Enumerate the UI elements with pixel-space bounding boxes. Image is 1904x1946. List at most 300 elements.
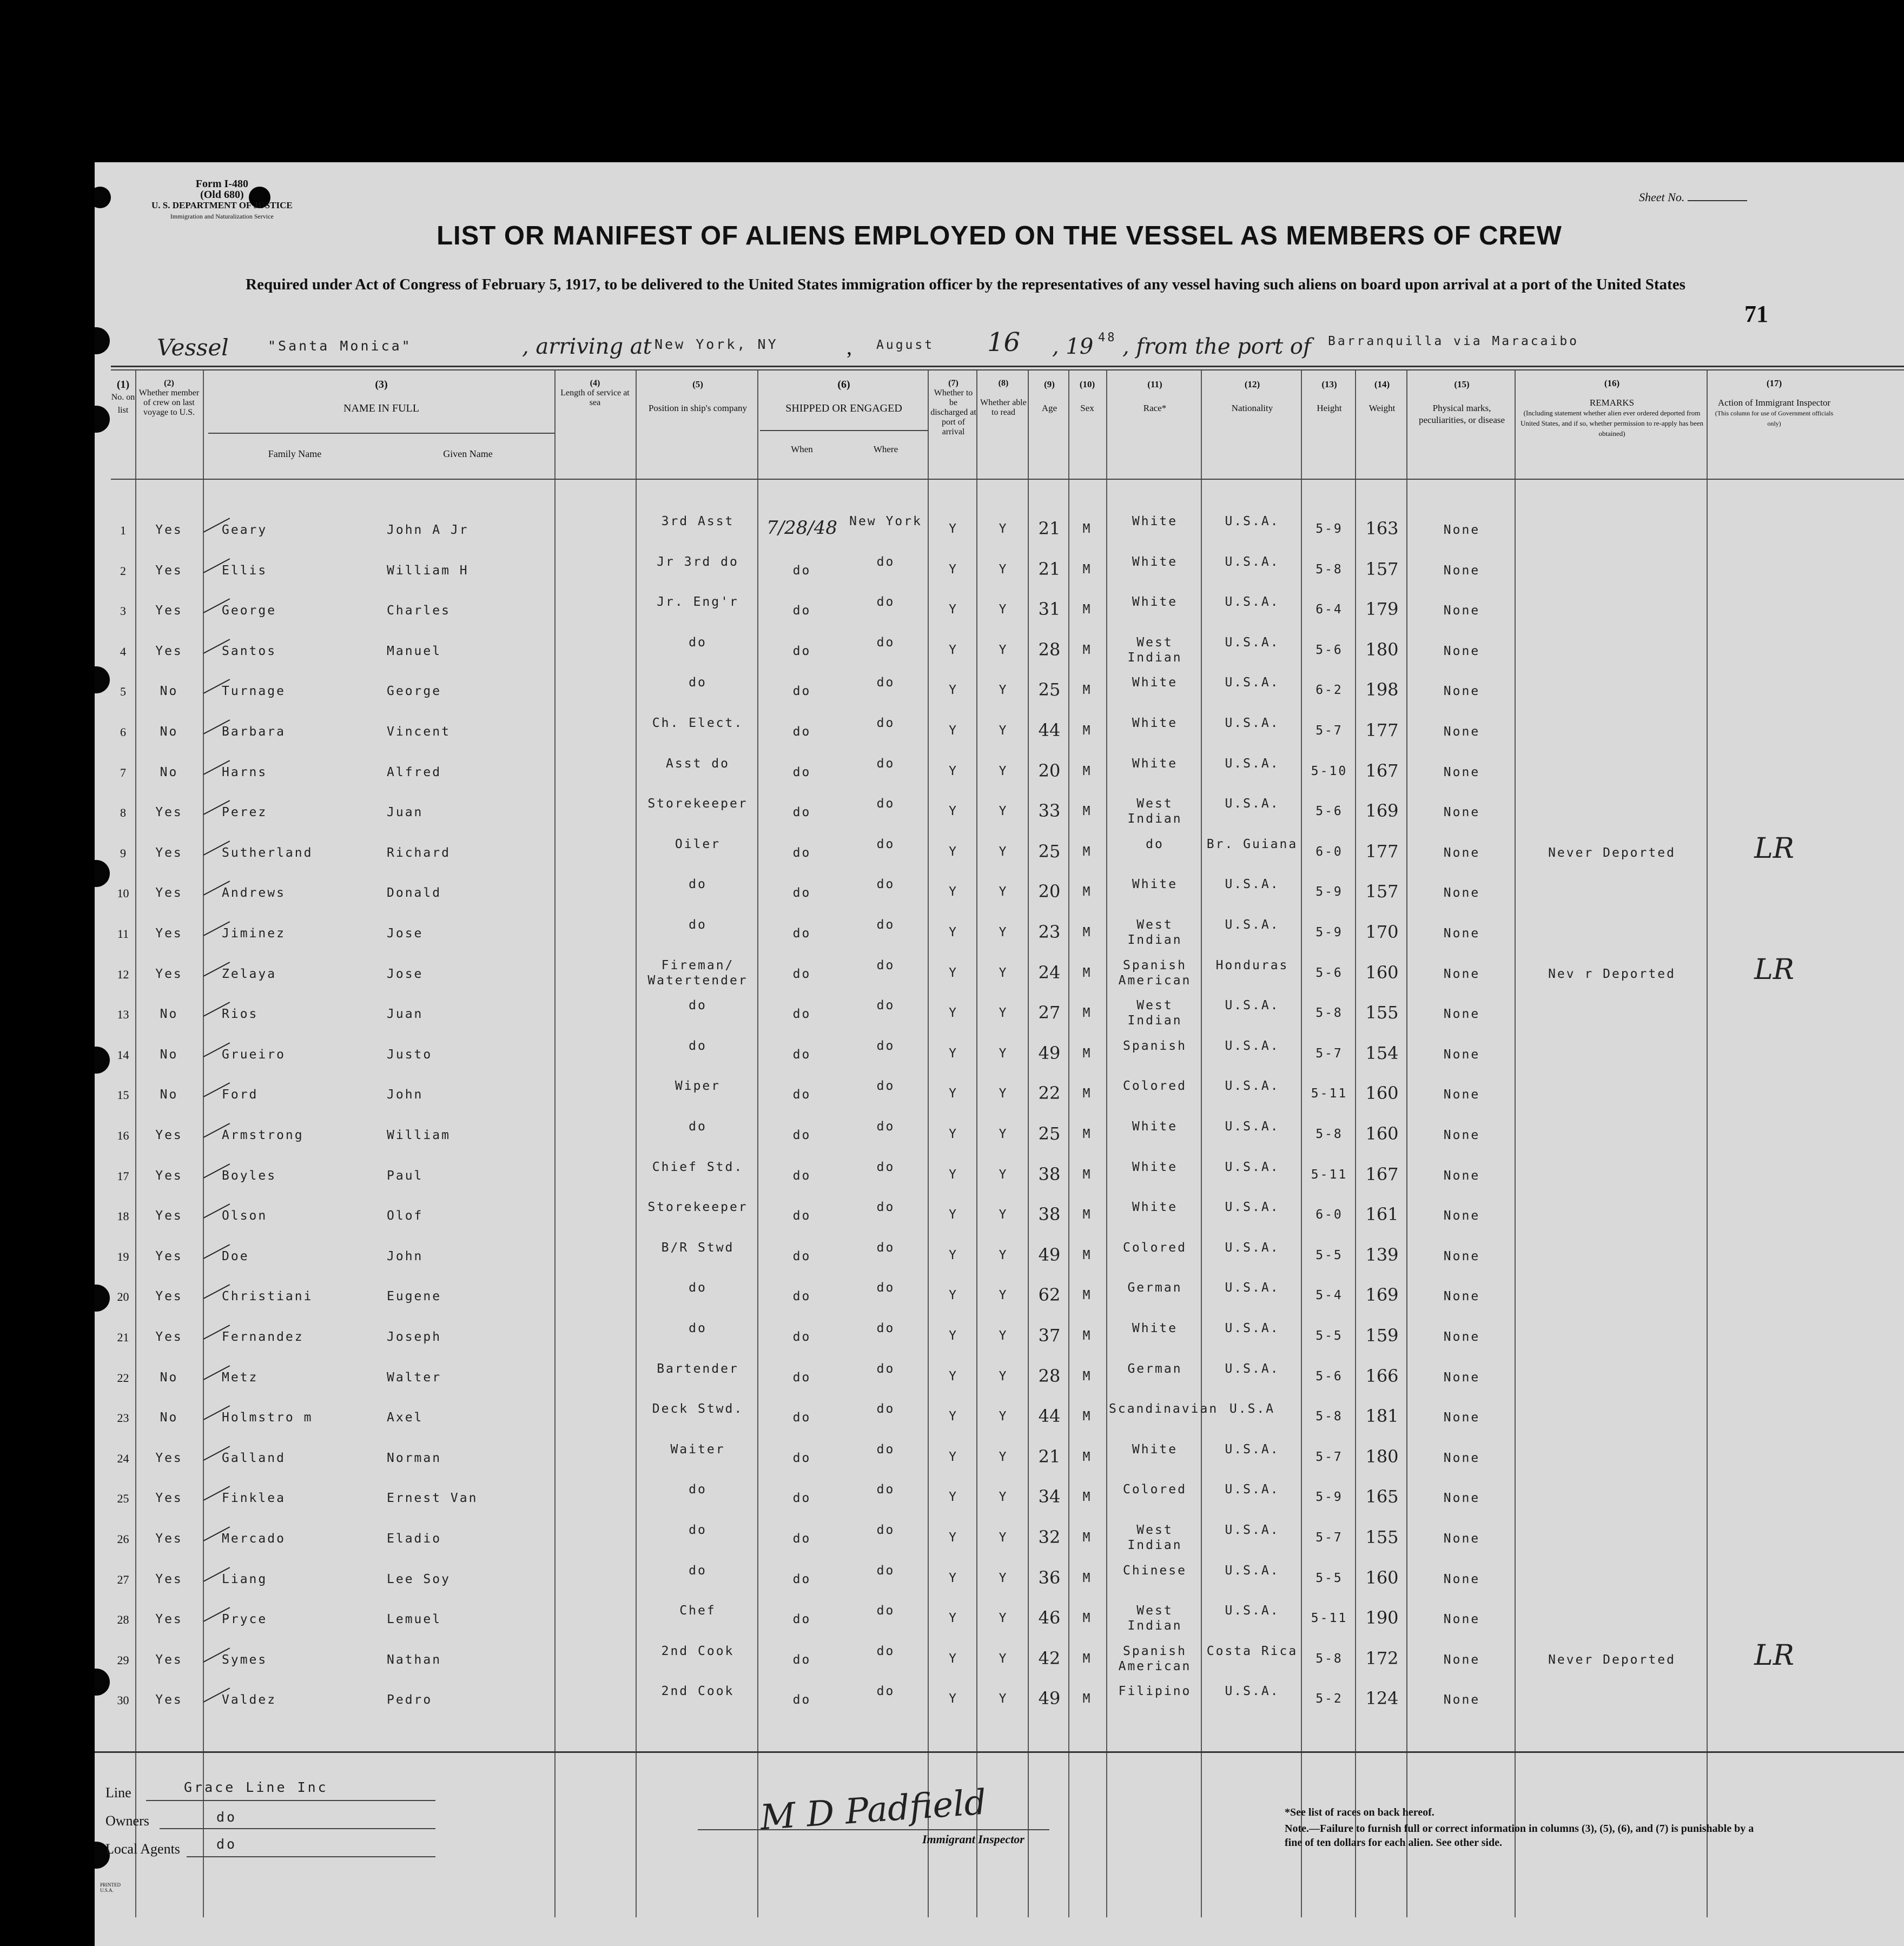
discharge-flag: Y <box>949 1288 958 1303</box>
sex: M <box>1082 522 1092 536</box>
row-number: 22 <box>117 1371 129 1385</box>
shipped-where: do <box>876 998 895 1013</box>
given-name-header: Given Name <box>443 448 493 459</box>
row-number: 29 <box>117 1653 129 1667</box>
position: Oiler <box>675 837 721 851</box>
physical-marks: None <box>1443 1168 1480 1183</box>
previous-voyage: Yes <box>155 563 183 578</box>
physical-marks: None <box>1443 1289 1480 1304</box>
nationality: U.S.A. <box>1225 1281 1280 1295</box>
punch-hole <box>95 406 110 433</box>
height: 5-7 <box>1315 1046 1343 1061</box>
age: 22 <box>1038 1083 1061 1104</box>
given-name: Richard <box>387 845 451 860</box>
shipped-when: do <box>792 926 811 941</box>
race: White <box>1132 1442 1178 1457</box>
discharge-flag: Y <box>949 562 958 577</box>
previous-voyage: Yes <box>155 1289 183 1304</box>
given-name: Jose <box>387 926 424 941</box>
weight: 160 <box>1365 1083 1399 1104</box>
previous-voyage: Yes <box>155 1168 183 1183</box>
height: 5-5 <box>1315 1248 1343 1262</box>
position: do <box>689 676 707 690</box>
previous-voyage: Yes <box>155 1330 183 1344</box>
year-prefix: , 19 <box>1052 334 1094 359</box>
read-flag: Y <box>999 1046 1008 1061</box>
family-name: Santos <box>222 644 277 658</box>
physical-marks: None <box>1443 1047 1480 1062</box>
row-number: 28 <box>117 1613 129 1627</box>
nationality: Costa Rica <box>1206 1644 1298 1658</box>
from-port: Barranquilla via Maracaibo <box>1328 334 1579 348</box>
col-6-header: (6) SHIPPED OR ENGAGED <box>785 379 902 414</box>
position: do <box>689 918 707 932</box>
physical-marks: None <box>1443 765 1480 779</box>
race: do <box>1146 837 1164 851</box>
col-8-header: (8) Whether able to read <box>980 379 1027 417</box>
shipped-when: do <box>792 1451 811 1465</box>
punch-hole <box>95 327 110 354</box>
table-row <box>95 953 1904 1003</box>
weight: 181 <box>1365 1406 1399 1427</box>
shipped-where: do <box>876 837 895 851</box>
discharge-flag: Y <box>949 885 958 899</box>
height: 5-10 <box>1311 764 1348 778</box>
row-number: 11 <box>117 927 129 941</box>
race: Filipino <box>1118 1684 1192 1699</box>
read-flag: Y <box>999 1369 1008 1384</box>
sex: M <box>1082 724 1092 738</box>
shipped-where: do <box>876 918 895 932</box>
shipped-where: New York <box>849 514 922 528</box>
read-flag: Y <box>999 844 1008 859</box>
previous-voyage: Yes <box>155 886 183 901</box>
nationality: U.S.A. <box>1225 554 1280 569</box>
nationality: U.S.A. <box>1225 716 1280 730</box>
read-flag: Y <box>999 1531 1008 1545</box>
discharge-flag: Y <box>949 683 958 698</box>
sheet-number-label <box>1639 190 1747 204</box>
agents-label: Local Agents <box>105 1841 180 1857</box>
weight: 160 <box>1365 962 1399 983</box>
age: 21 <box>1038 558 1061 579</box>
age: 28 <box>1038 1365 1061 1386</box>
height: 5-7 <box>1315 1449 1343 1464</box>
family-name: Turnage <box>222 684 286 699</box>
table-row <box>95 1563 1904 1609</box>
position: Jr 3rd do <box>657 554 739 569</box>
nationality: U.S.A. <box>1225 1482 1280 1497</box>
given-name: Lemuel <box>387 1612 442 1627</box>
height: 5-5 <box>1315 1571 1343 1585</box>
form-number: Form I-480 <box>195 178 248 190</box>
shipped-where: do <box>876 1120 895 1134</box>
position: Fireman/ Watertender <box>647 958 748 988</box>
col-15-header: (15) Physical marks, peculiarities, or disease <box>1418 379 1505 425</box>
shipped-when: do <box>792 1088 811 1102</box>
shipped-where: do <box>876 1079 895 1094</box>
page-subtitle: Required under Act of Congress of February 5, 1917, to be delivered to the United States immigration officer by the representatives of any vessel having such aliens on board upon arrival at a port of the United States <box>246 276 1685 293</box>
line-label: Line <box>105 1785 131 1801</box>
position: Ch. Elect. <box>652 716 744 730</box>
family-name: Mercado <box>222 1532 286 1546</box>
row-number: 1 <box>120 524 126 537</box>
col-10-header: (10) Sex <box>1079 379 1095 413</box>
weight: 157 <box>1365 881 1399 902</box>
nationality: U.S.A. <box>1225 514 1280 528</box>
given-name: Donald <box>387 886 442 901</box>
table-row <box>95 1321 1904 1366</box>
position: Chief Std. <box>652 1160 744 1174</box>
shipped-where: do <box>876 1684 895 1699</box>
shipped-where: do <box>876 1281 895 1295</box>
physical-marks: None <box>1443 845 1480 860</box>
given-name: Manuel <box>387 644 442 658</box>
position: do <box>689 1281 707 1295</box>
shipped-when: do <box>792 1411 811 1425</box>
family-name: Holmstro m <box>222 1411 313 1425</box>
discharge-flag: Y <box>949 603 958 617</box>
sex: M <box>1082 1248 1092 1262</box>
shipped-when: do <box>792 1652 811 1667</box>
given-name: William H <box>387 563 469 578</box>
discharge-flag: Y <box>949 1490 958 1505</box>
read-flag: Y <box>999 683 1008 698</box>
table-row <box>95 1160 1904 1205</box>
nationality: U.S.A. <box>1225 1563 1280 1578</box>
previous-voyage: No <box>160 1370 178 1385</box>
read-flag: Y <box>999 804 1008 819</box>
previous-voyage: Yes <box>155 604 183 618</box>
family-name: Galland <box>222 1451 286 1465</box>
shipped-when: do <box>792 1047 811 1062</box>
previous-voyage: Yes <box>155 1249 183 1263</box>
shipped-when: do <box>792 1007 811 1022</box>
position: Waiter <box>670 1442 725 1457</box>
row-number: 5 <box>120 685 126 699</box>
nationality: U.S.A. <box>1225 1079 1280 1094</box>
shipped-when: do <box>792 1370 811 1385</box>
table-row <box>95 797 1904 842</box>
nationality: U.S.A. <box>1225 1240 1280 1255</box>
family-name: Zelaya <box>222 967 277 981</box>
read-flag: Y <box>999 1449 1008 1464</box>
shipped-where: do <box>876 716 895 730</box>
race: White <box>1132 1200 1178 1215</box>
remarks: Never Deported <box>1548 845 1676 860</box>
previous-voyage: Yes <box>155 523 183 537</box>
row-number: 20 <box>117 1290 129 1304</box>
physical-marks: None <box>1443 1007 1480 1022</box>
family-name: Jiminez <box>222 926 286 941</box>
shipped-where: do <box>876 797 895 811</box>
table-row <box>95 1442 1904 1487</box>
row-number: 17 <box>117 1169 129 1183</box>
position: Bartender <box>657 1361 739 1376</box>
year-suffix: 48 <box>1098 331 1117 345</box>
physical-marks: None <box>1443 1330 1480 1344</box>
table-row <box>95 554 1904 600</box>
given-name: Axel <box>387 1411 424 1425</box>
physical-marks: None <box>1443 967 1480 981</box>
weight: 169 <box>1365 1285 1399 1306</box>
row-number: 2 <box>120 564 126 578</box>
physical-marks: None <box>1443 604 1480 618</box>
race: Colored <box>1123 1482 1187 1497</box>
shipped-where: do <box>876 595 895 610</box>
nationality: U.S.A. <box>1225 877 1280 892</box>
given-name: Nathan <box>387 1652 442 1667</box>
weight: 167 <box>1365 760 1399 781</box>
row-number: 27 <box>117 1572 129 1586</box>
physical-marks: None <box>1443 725 1480 739</box>
weight: 155 <box>1365 1002 1399 1023</box>
given-name: Joseph <box>387 1330 442 1344</box>
race: German <box>1127 1361 1182 1376</box>
shipped-when: do <box>792 1330 811 1344</box>
height: 6-0 <box>1315 844 1343 859</box>
race: White <box>1132 756 1178 771</box>
sheet-label: Sheet No. <box>1639 190 1685 204</box>
discharge-flag: Y <box>949 1208 958 1222</box>
age: 37 <box>1038 1325 1061 1346</box>
given-name: Lee Soy <box>387 1572 451 1586</box>
discharge-flag: Y <box>949 1167 958 1182</box>
race: Colored <box>1123 1240 1187 1255</box>
when-header: When <box>791 444 813 454</box>
inspector-action: LR <box>1754 1639 1794 1672</box>
previous-voyage: Yes <box>155 926 183 941</box>
col-7-header: (7) Whether to be discharged at port of arrival <box>930 379 976 436</box>
sex: M <box>1082 1006 1092 1021</box>
read-flag: Y <box>999 1611 1008 1626</box>
discharge-flag: Y <box>949 1611 958 1626</box>
race: Scandinavian <box>1109 1402 1219 1417</box>
table-row <box>95 1604 1904 1649</box>
table-row <box>95 514 1904 559</box>
shipped-when: do <box>792 1693 811 1707</box>
previous-voyage: Yes <box>155 1652 183 1667</box>
previous-voyage: Yes <box>155 845 183 860</box>
height: 5-6 <box>1315 965 1343 980</box>
age: 20 <box>1038 760 1061 781</box>
given-name: George <box>387 684 442 699</box>
sex: M <box>1082 1087 1092 1101</box>
race: German <box>1127 1281 1182 1295</box>
race: White <box>1132 514 1178 528</box>
race: Colored <box>1123 1079 1187 1094</box>
read-flag: Y <box>999 562 1008 577</box>
physical-marks: None <box>1443 1693 1480 1707</box>
family-name: Ford <box>222 1088 259 1102</box>
row-number: 21 <box>117 1331 129 1344</box>
shipped-when: do <box>792 1249 811 1263</box>
height: 5-9 <box>1315 885 1343 899</box>
physical-marks: None <box>1443 805 1480 820</box>
sex: M <box>1082 1490 1092 1505</box>
read-flag: Y <box>999 1692 1008 1706</box>
age: 32 <box>1038 1527 1061 1547</box>
shipped-when: do <box>792 725 811 739</box>
nationality: U.S.A. <box>1225 998 1280 1013</box>
previous-voyage: Yes <box>155 967 183 981</box>
sex: M <box>1082 1531 1092 1545</box>
col-2-header: (2) Whether member of crew on last voyage to U.S. <box>138 379 200 417</box>
position: do <box>689 877 707 892</box>
row-number: 23 <box>117 1411 129 1425</box>
nationality: U.S.A. <box>1225 1321 1280 1335</box>
height: 5-7 <box>1315 724 1343 738</box>
family-name: Finklea <box>222 1491 286 1506</box>
position: Wiper <box>675 1079 721 1094</box>
shipped-where: do <box>876 676 895 690</box>
discharge-flag: Y <box>949 844 958 859</box>
manifest-sheet: Form I-480 (Old 680) U. S. DEPARTMENT OF JUSTICE Immigration and Naturalization Service Sheet No. 71 LIST OR MANIFEST OF ALIENS EMPLOYED ON THE VESSEL AS MEMBERS OF CREW Required under Act of Congress of February 5, 1917, to be delivered to the United States immigration officer by the representatives of any vessel having such aliens on board upon arrival at a port of the United States Vessel "Santa Monica" , arriving at New York, NY , August 16 , 19 48 , from the port of Barranquilla via Maracaibo (1) No. on list (2) Whether member of crew on last voyage to U.S. (3) NAME IN FULL Family Name Given Name (4) Length of service at sea (5) Position in ship's company (6) SHIPPED OR ENGAGED When Where (7) Whether to be discharged at port of arrival (8) Whether able to read (9) Age (10) Sex (11) Race* (12) Nationality (13) Height (14) Weight (15) Physical marks, peculiarities, or disease (16) REMARKS (Including statement whether alien ever ordered deported from United States, and if so, whether permission to re-apply has been obtained) (17) Action of Immigrant Inspector (This column for use of Government officials only) 1 Yes Geary John A Jr 3rd Asst 7/28/48 New York Y Y 21 M White U.S.A. 5-9 163 None 2 Yes Ellis William H Jr 3rd do do do Y Y 21 M White U.S.A. 5-8 157 None 3 Yes George Charles Jr. Eng'r do do Y Y 31 M White U.S.A. 6-4 179 None 4 Yes Santos Manuel do do do Y Y 28 M West Indian U.S.A. 5-6 180 None 5 No Turnage George do do do Y Y 25 M White U.S.A. 6-2 198 None 6 No Barbara Vincent Ch. Elect. do do Y Y 44 M White U.S.A. 5-7 177 None 7 No Harns Alfred Asst do do do Y Y 20 M White U.S.A. 5-10 167 None 8 Yes Perez Juan Storekeeper do do Y Y 33 M West Indian U.S.A. 5-6 169 None 9 Yes Sutherland Richard Oiler do do Y Y 25 M do Br. Guiana 6-0 177 None Never Deported LR 10 Yes Andrews Donald do do do Y Y 20 M White U.S.A. 5-9 157 None 11 Yes Jiminez Jose do do do Y Y 23 M West Indian U.S.A. 5-9 170 None 12 Yes Zelaya Jose Fireman/ Watertender do do Y Y 24 M Spanish American Honduras 5-6 160 None Nev r Deported LR 13 No Rios Juan do do do Y Y 27 M West Indian U.S.A. 5-8 155 None 14 No Grueiro Justo do do do Y Y 49 M Spanish U.S.A. 5-7 154 None 15 No Ford John Wiper do do Y Y 22 M Colored U.S.A. 5-11 160 None 16 Yes Armstrong William do do do Y Y 25 M White U.S.A. 5-8 160 None 17 Yes Boyles Paul Chief Std. do do Y Y 38 M White U.S.A. 5-11 167 None 18 Yes Olson Olof Storekeeper do do Y Y 38 M White U.S.A. 6-0 161 None 19 Yes Doe John B/R Stwd do do Y Y 49 M Colored U.S.A. 5-5 139 None 20 Yes Christiani Eugene do do do Y Y 62 M German U.S.A. 5-4 169 None 21 Yes Fernandez Joseph do do do Y Y 37 M White U.S.A. 5-5 159 None 22 No Metz Walter Bartender do do Y Y 28 M German U.S.A. 5-6 166 None 23 No Holmstro m Axel Deck Stwd. do do Y Y 44 M Scandinavian U.S.A 5-8 181 None 24 Yes Galland Norman Waiter do do Y Y 21 M White U.S.A. 5-7 180 None 25 Yes Finklea Ernest Van do do do Y Y 34 M Colored U.S.A. 5-9 165 None 26 Yes Mercado Eladio do do do Y Y 32 M West Indian U.S.A. 5-7 155 None 27 Yes Liang Lee Soy do do do Y Y 36 M Chinese U.S.A. 5-5 160 None 28 Yes Pryce Lemuel Chef do do Y Y 46 M West Indian U.S.A. 5-11 190 None 29 Yes Symes Nathan 2nd Cook do do Y Y 42 M Spanish American Costa Rica 5-8 172 None Never Deported LR 30 Yes Valdez Pedro 2nd Cook do do Y Y 49 M Filipino U.S.A. 5-2 124 None Line Grace Line Inc Owners do Local Agents do M D Padfield Immigrant Inspector *See list of races on back hereof. Note.—Failure to furnish full or correct information in columns (3), (5), (6), and (7) is punishable by a fine of ten dollars for each alien. See other side. PRINTED U.S.A. <box>95 162 1904 1946</box>
age: 38 <box>1038 1163 1061 1184</box>
nationality: U.S.A. <box>1225 1200 1280 1215</box>
read-flag: Y <box>999 1248 1008 1262</box>
given-name: Alfred <box>387 765 442 779</box>
nationality: U.S.A. <box>1225 1442 1280 1457</box>
position: 3rd Asst <box>661 514 735 528</box>
given-name: John A Jr <box>387 523 469 537</box>
weight: 169 <box>1365 800 1399 822</box>
age: 44 <box>1038 720 1061 740</box>
row-number: 3 <box>120 604 126 618</box>
shipped-when: do <box>792 1128 811 1142</box>
read-flag: Y <box>999 1167 1008 1182</box>
height: 5-11 <box>1311 1611 1348 1626</box>
physical-marks: None <box>1443 1451 1480 1465</box>
age: 38 <box>1038 1204 1061 1225</box>
discharge-flag: Y <box>949 1329 958 1343</box>
discharge-flag: Y <box>949 1531 958 1545</box>
age: 62 <box>1038 1285 1061 1306</box>
height: 5-8 <box>1315 1006 1343 1021</box>
position: 2nd Cook <box>661 1644 735 1658</box>
previous-voyage: No <box>160 1047 178 1062</box>
previous-voyage: Yes <box>155 1572 183 1586</box>
physical-marks: None <box>1443 1652 1480 1667</box>
shipped-when: do <box>792 563 811 578</box>
sex: M <box>1082 1449 1092 1464</box>
race: Spanish American <box>1118 1644 1192 1673</box>
weight: 160 <box>1365 1123 1399 1144</box>
physical-marks: None <box>1443 1128 1480 1142</box>
shipped-when: do <box>792 765 811 779</box>
shipped-where: do <box>876 1563 895 1578</box>
shipped-when: do <box>792 967 811 981</box>
shipped-where: do <box>876 1644 895 1658</box>
table-row <box>95 716 1904 761</box>
table-row <box>95 1684 1904 1729</box>
race: White <box>1132 716 1178 730</box>
previous-voyage: No <box>160 725 178 739</box>
given-name: Pedro <box>387 1693 433 1707</box>
shipped-where: do <box>876 1402 895 1417</box>
family-name: Fernandez <box>222 1330 304 1344</box>
row-number: 4 <box>120 644 126 658</box>
given-name: William <box>387 1128 451 1142</box>
sex: M <box>1082 683 1092 698</box>
weight: 160 <box>1365 1567 1399 1588</box>
family-name: Armstrong <box>222 1128 304 1142</box>
penalty-note: Note.—Failure to furnish full or correct information in columns (3), (5), (6), and (7) is punishable by a fine of ten dollars for each alien. See other side. <box>1285 1823 1754 1849</box>
nationality: U.S.A <box>1229 1402 1275 1417</box>
nationality: U.S.A. <box>1225 1361 1280 1376</box>
discharge-flag: Y <box>949 1692 958 1706</box>
nationality: U.S.A. <box>1225 1523 1280 1537</box>
sex: M <box>1082 1651 1092 1666</box>
age: 20 <box>1038 881 1061 902</box>
row-number: 26 <box>117 1532 129 1546</box>
height: 5-8 <box>1315 1127 1343 1141</box>
position: Chef <box>679 1604 716 1618</box>
row-number: 8 <box>120 806 126 820</box>
row-number: 24 <box>117 1451 129 1465</box>
position: do <box>689 1482 707 1497</box>
given-name: Juan <box>387 1007 424 1022</box>
discharge-flag: Y <box>949 1006 958 1021</box>
height: 5-11 <box>1311 1167 1348 1182</box>
shipped-when: do <box>792 1209 811 1223</box>
read-flag: Y <box>999 1127 1008 1141</box>
position: Deck Stwd. <box>652 1402 744 1417</box>
nationality: U.S.A. <box>1225 797 1280 811</box>
race: White <box>1132 877 1178 892</box>
weight: 177 <box>1365 720 1399 740</box>
race: Spanish American <box>1118 958 1192 988</box>
nationality: U.S.A. <box>1225 1604 1280 1618</box>
given-name: Walter <box>387 1370 442 1385</box>
previous-voyage: No <box>160 1411 178 1425</box>
family-name: Liang <box>222 1572 268 1586</box>
discharge-flag: Y <box>949 1571 958 1585</box>
family-name: Valdez <box>222 1693 277 1707</box>
race-note: *See list of races on back hereof. <box>1285 1806 1434 1818</box>
discharge-flag: Y <box>949 1046 958 1061</box>
sex: M <box>1082 804 1092 819</box>
nationality: U.S.A. <box>1225 1120 1280 1134</box>
physical-marks: None <box>1443 1532 1480 1546</box>
table-row <box>95 595 1904 640</box>
height: 5-11 <box>1311 1087 1348 1101</box>
shipped-where: do <box>876 635 895 650</box>
shipped-when: do <box>792 805 811 820</box>
family-name: Boyles <box>222 1168 277 1183</box>
sex: M <box>1082 1409 1092 1424</box>
race: White <box>1132 595 1178 610</box>
weight: 161 <box>1365 1204 1399 1225</box>
col-11-header: (11) Race* <box>1143 379 1167 413</box>
height: 5-4 <box>1315 1288 1343 1303</box>
previous-voyage: Yes <box>155 805 183 820</box>
race: White <box>1132 1321 1178 1335</box>
remarks: Nev r Deported <box>1548 967 1676 981</box>
weight: 139 <box>1365 1244 1399 1265</box>
family-name: Barbara <box>222 725 286 739</box>
age: 33 <box>1038 800 1061 822</box>
table-row <box>95 1200 1904 1245</box>
read-flag: Y <box>999 1651 1008 1666</box>
height: 5-8 <box>1315 1651 1343 1666</box>
form-old-number: (Old 680) <box>200 189 244 201</box>
col-9-header: (9) Age <box>1041 379 1057 413</box>
height: 5-2 <box>1315 1692 1343 1706</box>
discharge-flag: Y <box>949 1651 958 1666</box>
race: White <box>1132 554 1178 569</box>
sex: M <box>1082 1369 1092 1384</box>
